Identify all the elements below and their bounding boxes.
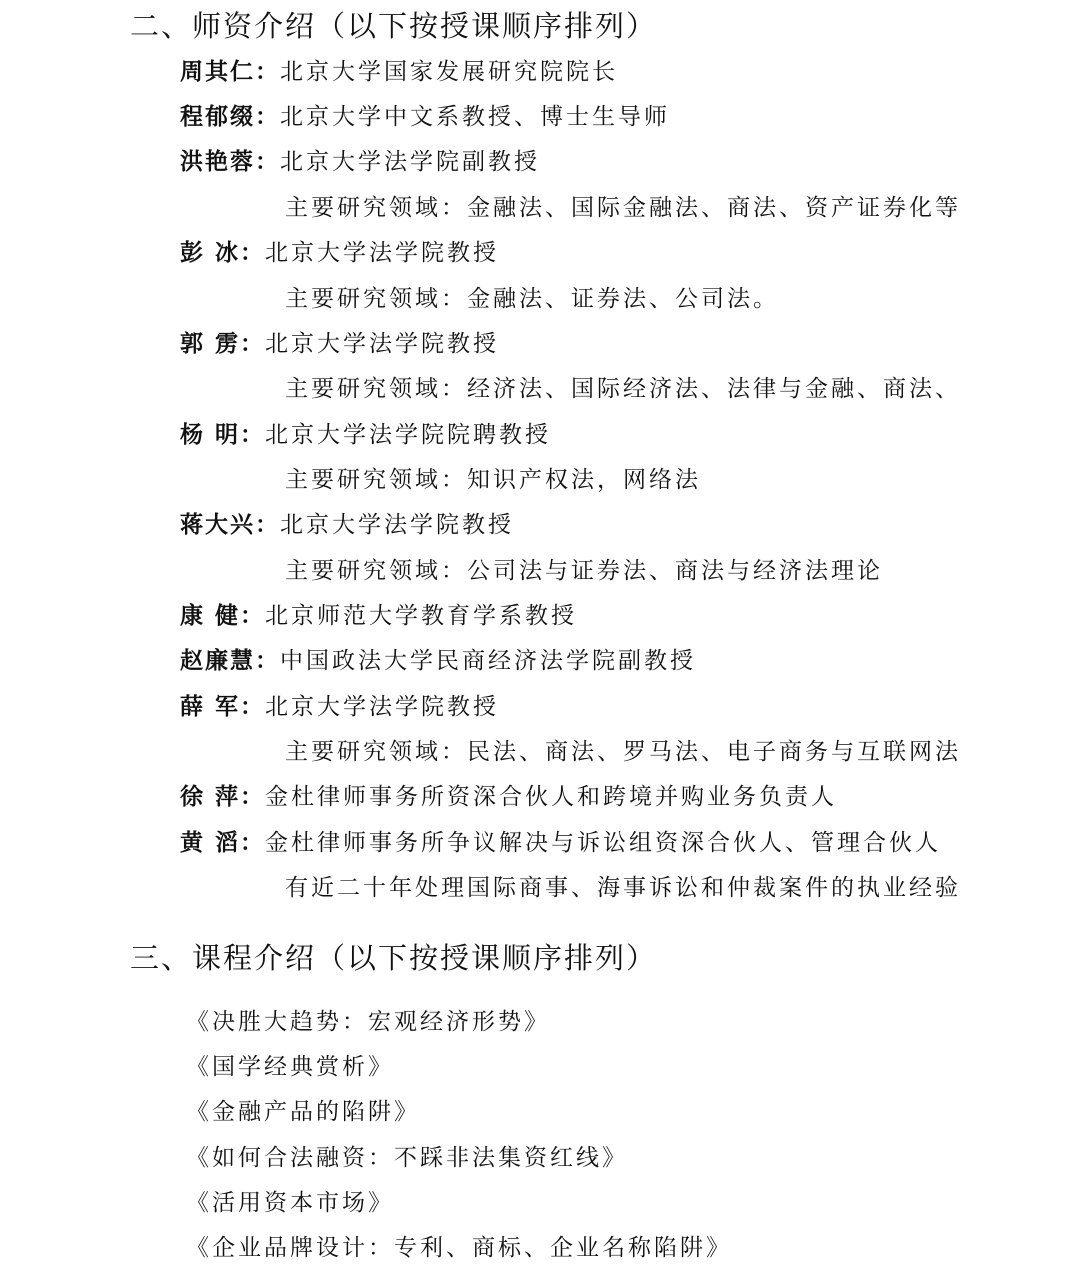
- faculty-name: 赵廉慧：: [180, 648, 280, 674]
- faculty-entry: [180, 692, 499, 722]
- faculty-title: 北京大学法学院副教授: [280, 149, 540, 175]
- faculty-entry: [180, 782, 837, 812]
- faculty-title: 北京大学法学院院聘教授: [265, 422, 552, 448]
- faculty-title: 北京大学法学院教授: [265, 331, 500, 357]
- faculty-research-areas: 主要研究领域：金融法、国际金融法、商法、资产证券化等: [285, 195, 961, 221]
- faculty-name: 程郁缀：: [180, 104, 280, 130]
- faculty-entry: [180, 57, 618, 87]
- faculty-title: 北京大学中文系教授、博士生导师: [280, 104, 670, 130]
- course-item: 《如何合法融资：不踩非法集资红线》: [186, 1145, 628, 1171]
- faculty-entry: [180, 329, 499, 359]
- course-item: 《金融产品的陷阱》: [186, 1099, 420, 1125]
- faculty-title: 金杜律师事务所资深合伙人和跨境并购业务负责人: [265, 784, 838, 810]
- faculty-entry: [180, 238, 499, 268]
- faculty-name: 周其仁：: [180, 59, 280, 85]
- faculty-title: 金杜律师事务所争议解决与诉讼组资深合伙人、管理合伙人: [265, 830, 942, 856]
- faculty-title: 北京大学国家发展研究院院长: [280, 59, 618, 85]
- faculty-research-areas: 主要研究领域：经济法、国际经济法、法律与金融、商法、: [285, 376, 961, 402]
- faculty-name: 蒋大兴：: [180, 512, 280, 538]
- faculty-entry: [180, 102, 670, 132]
- faculty-title: 北京师范大学教育学系教授: [265, 603, 578, 629]
- faculty-name: 杨 明：: [180, 422, 266, 448]
- faculty-entry: [180, 646, 696, 676]
- faculty-entry: [180, 147, 540, 177]
- faculty-section-heading: 二、师资介绍（以下按授课顺序排列）: [130, 9, 658, 43]
- faculty-title: 北京大学法学院教授: [265, 694, 500, 720]
- faculty-research-areas: 主要研究领域：民法、商法、罗马法、电子商务与互联网法: [285, 739, 961, 765]
- faculty-research-areas: 主要研究领域：金融法、证券法、公司法。: [285, 286, 779, 312]
- faculty-title: 中国政法大学民商经济法学院副教授: [280, 648, 696, 674]
- faculty-name: 洪艳蓉：: [180, 149, 280, 175]
- faculty-name: 黄 滔：: [180, 830, 266, 856]
- faculty-title: 北京大学法学院教授: [265, 240, 500, 266]
- faculty-name: 彭 冰：: [180, 240, 266, 266]
- course-section-heading: 三、课程介绍（以下按授课顺序排列）: [130, 941, 658, 975]
- faculty-entry: [180, 601, 577, 631]
- faculty-experience: 有近二十年处理国际商事、海事诉讼和仲裁案件的执业经验: [285, 875, 961, 901]
- faculty-name: 薛 军：: [180, 694, 266, 720]
- faculty-entry: [180, 828, 941, 858]
- faculty-name: 徐 萍：: [180, 784, 266, 810]
- faculty-name: 康 健：: [180, 603, 266, 629]
- faculty-entry: [180, 510, 514, 540]
- course-item: 《活用资本市场》: [186, 1190, 394, 1216]
- faculty-name: 郭 雳：: [180, 331, 266, 357]
- faculty-research-areas: 主要研究领域：知识产权法，网络法: [285, 467, 701, 493]
- faculty-entry: [180, 420, 551, 450]
- course-item: 《决胜大趋势：宏观经济形势》: [186, 1009, 550, 1035]
- faculty-title: 北京大学法学院教授: [280, 512, 514, 538]
- course-item: 《国学经典赏析》: [186, 1054, 394, 1080]
- faculty-research-areas: 主要研究领域：公司法与证券法、商法与经济法理论: [285, 558, 883, 584]
- course-item: 《企业品牌设计：专利、商标、企业名称陷阱》: [186, 1235, 732, 1261]
